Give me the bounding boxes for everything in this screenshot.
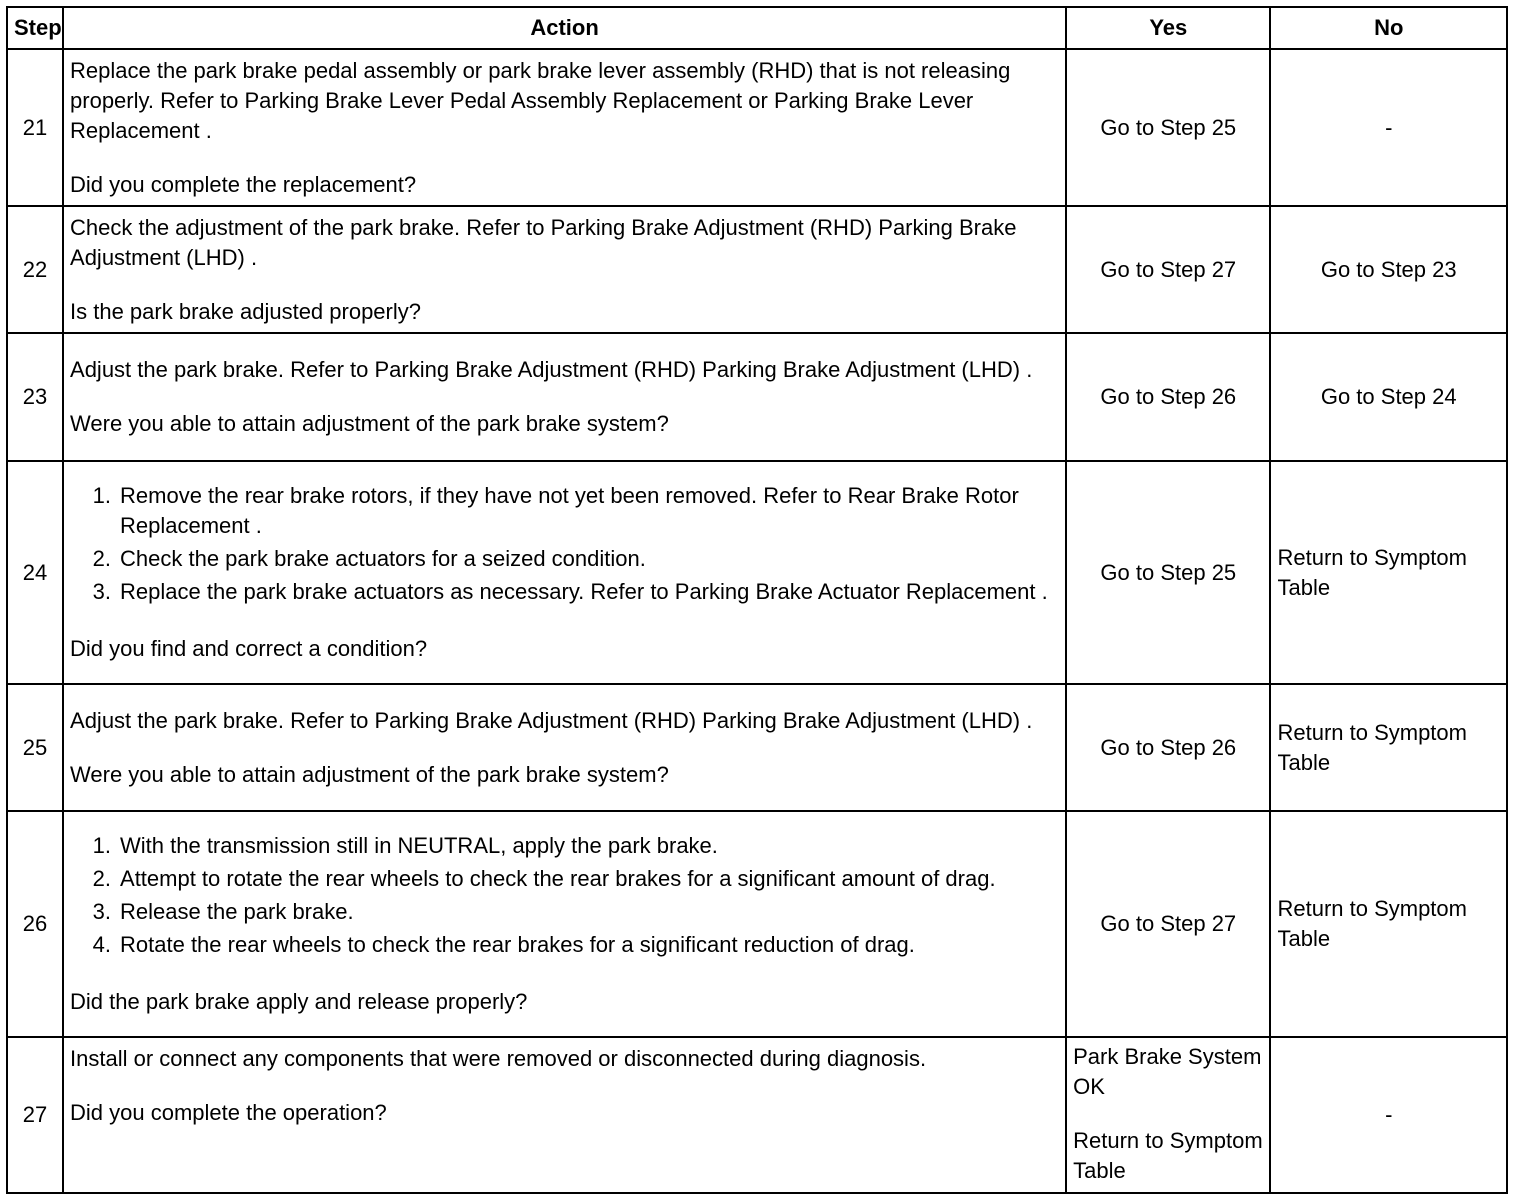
action-question: Did you complete the operation?: [70, 1100, 387, 1125]
table-header-row: [7, 7, 1507, 49]
action-cell: [63, 1037, 1066, 1193]
list-item: 2. Attempt to rotate the rear wheels to check the rear brakes for a significant amount of drag.: [92, 866, 996, 891]
no-cell: -: [1270, 1037, 1507, 1193]
action-question: Were you able to attain adjustment of the park brake system?: [70, 761, 669, 787]
action-question: Were you able to attain adjustment of the park brake system?: [70, 411, 669, 436]
step-number: 21: [7, 49, 63, 206]
table-row: [7, 333, 1507, 461]
no-cell: Return to Symptom Table: [1270, 684, 1507, 811]
list-item: 1. Remove the rear brake rotors, if they have not yet been removed. Refer to Rear Brake Rotor Replacement .: [92, 483, 1019, 538]
table-row: [7, 461, 1507, 684]
action-question: Did you complete the replacement?: [70, 171, 417, 197]
table-row: [7, 684, 1507, 811]
yes-result-return: Return to Symptom Table: [1073, 1128, 1263, 1183]
header-no: No: [1270, 7, 1507, 49]
no-cell: Return to Symptom Table: [1270, 811, 1507, 1037]
yes-cell: Go to Step 26: [1066, 333, 1270, 461]
diagnostic-table: [6, 6, 1508, 1194]
table-row: [7, 206, 1507, 333]
table-row: [7, 49, 1507, 206]
action-question: Is the park brake adjusted properly?: [70, 298, 421, 324]
yes-cell: Go to Step 27: [1066, 206, 1270, 333]
yes-cell: Go to Step 26: [1066, 684, 1270, 811]
step-number: 24: [7, 461, 63, 684]
header-action: Action: [63, 7, 1066, 49]
action-instruction: Install or connect any components that were removed or disconnected during diagnosis.: [70, 1046, 927, 1071]
list-item: 3. Replace the park brake actuators as necessary. Refer to Parking Brake Actuator Replacement .: [92, 579, 1048, 604]
yes-cell: Go to Step 25: [1066, 49, 1270, 206]
action-cell: [63, 684, 1066, 811]
list-item: 2. Check the park brake actuators for a seized condition.: [92, 546, 646, 571]
no-cell: Go to Step 23: [1270, 206, 1507, 333]
yes-cell: [1066, 1037, 1270, 1193]
table-row: [7, 811, 1507, 1037]
no-cell: -: [1270, 49, 1507, 206]
step-number: 25: [7, 684, 63, 811]
header-step: Step: [7, 7, 63, 49]
action-cell: [63, 461, 1066, 684]
action-question: Did the park brake apply and release properly?: [70, 989, 528, 1014]
action-cell: [63, 206, 1066, 333]
action-cell: [63, 49, 1066, 206]
yes-result-ok: Park Brake System OK: [1073, 1044, 1262, 1099]
step-number: 23: [7, 333, 63, 461]
header-yes: Yes: [1066, 7, 1270, 49]
step-number: 26: [7, 811, 63, 1037]
diagnostic-table-page: [6, 6, 1508, 1194]
no-cell: Go to Step 24: [1270, 333, 1507, 461]
yes-cell: Go to Step 25: [1066, 461, 1270, 684]
action-instruction: Adjust the park brake. Refer to Parking Brake Adjustment (RHD) Parking Brake Adjustment (LHD) .: [70, 707, 1033, 733]
list-item: 3. Release the park brake.: [92, 899, 354, 924]
step-number: 22: [7, 206, 63, 333]
action-cell: [63, 811, 1066, 1037]
action-instruction: Check the adjustment of the park brake. Refer to Parking Brake Adjustment (RHD) Parking Brake Adjustment (LHD) .: [70, 214, 1017, 270]
yes-cell: Go to Step 27: [1066, 811, 1270, 1037]
action-question: Did you find and correct a condition?: [70, 636, 428, 661]
action-steps-list: [70, 831, 1059, 960]
list-item: 4. Rotate the rear wheels to check the rear brakes for a significant reduction of drag.: [92, 932, 915, 957]
step-number: 27: [7, 1037, 63, 1193]
action-instruction: Adjust the park brake. Refer to Parking Brake Adjustment (RHD) Parking Brake Adjustment (LHD) .: [70, 357, 1033, 382]
table-row: [7, 1037, 1507, 1193]
action-cell: [63, 333, 1066, 461]
no-cell: Return to Symptom Table: [1270, 461, 1507, 684]
action-steps-list: [70, 481, 1059, 607]
list-item: 1. With the transmission still in NEUTRAL, apply the park brake.: [92, 833, 718, 858]
action-instruction: Replace the park brake pedal assembly or park brake lever assembly (RHD) that is not releasing properly. Refer to Parking Brake Lever Pedal Assembly Replacement or Parking Brake Lever Replacement .: [70, 57, 1011, 143]
